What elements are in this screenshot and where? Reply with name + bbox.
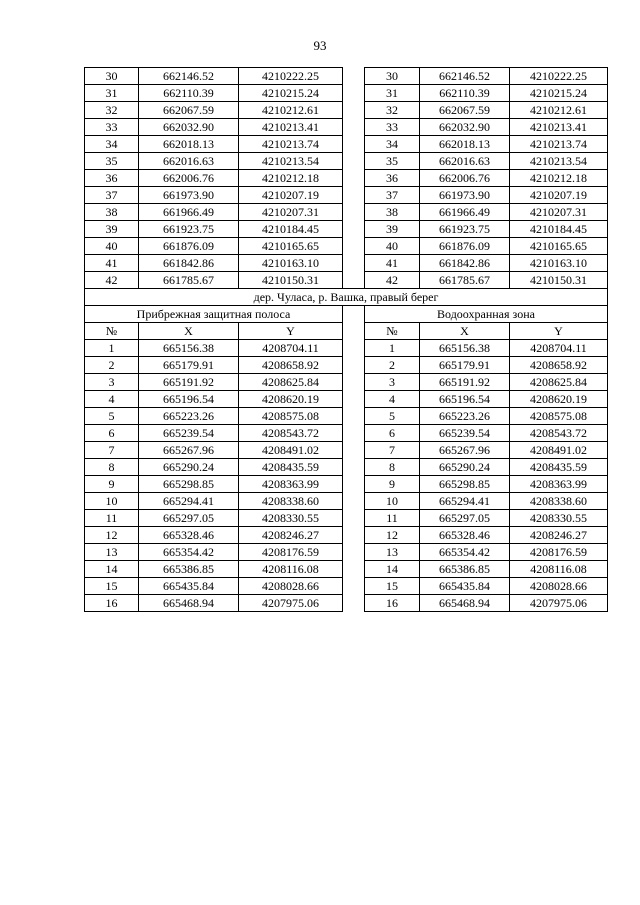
left-x-coordinate: 662146.52: [139, 68, 239, 85]
table-gap: [343, 119, 365, 136]
right-x-coordinate: 662146.52: [420, 68, 510, 85]
right-x-coordinate: 661923.75: [420, 221, 510, 238]
left-y-coordinate: 4210163.10: [239, 255, 343, 272]
right-x-coordinate: 661973.90: [420, 187, 510, 204]
right-point-number: 41: [365, 255, 420, 272]
left-point-number: 36: [85, 170, 139, 187]
right-point-number: 36: [365, 170, 420, 187]
table-row: [85, 442, 608, 459]
left-y-coordinate: 4208028.66: [239, 578, 343, 595]
table-row: [85, 85, 608, 102]
right-y-coordinate: 4210213.54: [510, 153, 608, 170]
table-row: [85, 255, 608, 272]
right-x-coordinate: 662006.76: [420, 170, 510, 187]
table-gap: [343, 527, 365, 544]
table-gap: [343, 68, 365, 85]
left-point-number: 2: [85, 357, 139, 374]
right-y-coordinate: 4210213.41: [510, 119, 608, 136]
right-y-coordinate: 4210163.10: [510, 255, 608, 272]
table-row: [85, 408, 608, 425]
right-x-coordinate: 662018.13: [420, 136, 510, 153]
left-point-number: 32: [85, 102, 139, 119]
right-point-number: 39: [365, 221, 420, 238]
table-gap: [343, 408, 365, 425]
left-point-number: 38: [85, 204, 139, 221]
right-y-coordinate: 4208176.59: [510, 544, 608, 561]
left-point-number: 1: [85, 340, 139, 357]
right-point-number: 4: [365, 391, 420, 408]
right-point-number: 3: [365, 374, 420, 391]
left-point-number: 11: [85, 510, 139, 527]
left-point-number: 4: [85, 391, 139, 408]
left-x-coordinate: 661923.75: [139, 221, 239, 238]
left-x-coordinate: 665435.84: [139, 578, 239, 595]
table-row: [85, 221, 608, 238]
coordinates-table: [84, 67, 608, 612]
left-x-coordinate: 665294.41: [139, 493, 239, 510]
left-point-number: 7: [85, 442, 139, 459]
left-y-coordinate: 4208176.59: [239, 544, 343, 561]
right-header-x: X: [420, 323, 510, 340]
right-header-number: №: [365, 323, 420, 340]
table-row: [85, 119, 608, 136]
page-number: 93: [313, 38, 327, 53]
table-row: [85, 476, 608, 493]
table-gap: [343, 425, 365, 442]
left-header-x: X: [139, 323, 239, 340]
left-y-coordinate: 4208435.59: [239, 459, 343, 476]
right-y-coordinate: 4210207.19: [510, 187, 608, 204]
table-gap: [343, 544, 365, 561]
table-gap: [343, 170, 365, 187]
left-x-coordinate: 661785.67: [139, 272, 239, 289]
right-point-number: 33: [365, 119, 420, 136]
right-point-number: 9: [365, 476, 420, 493]
table-gap: [343, 476, 365, 493]
right-x-coordinate: 665223.26: [420, 408, 510, 425]
right-x-coordinate: 665468.94: [420, 595, 510, 612]
table-row: [85, 153, 608, 170]
table-gap: [343, 102, 365, 119]
left-point-number: 35: [85, 153, 139, 170]
left-x-coordinate: 661876.09: [139, 238, 239, 255]
right-point-number: 16: [365, 595, 420, 612]
right-y-coordinate: 4208116.08: [510, 561, 608, 578]
table-row: [85, 493, 608, 510]
left-x-coordinate: 665179.91: [139, 357, 239, 374]
left-point-number: 39: [85, 221, 139, 238]
left-y-coordinate: 4210215.24: [239, 85, 343, 102]
table-row: [85, 595, 608, 612]
bottom-rows: [85, 340, 608, 612]
right-y-coordinate: 4208575.08: [510, 408, 608, 425]
right-point-number: 12: [365, 527, 420, 544]
left-x-coordinate: 662032.90: [139, 119, 239, 136]
left-x-coordinate: 665223.26: [139, 408, 239, 425]
right-y-coordinate: 4208338.60: [510, 493, 608, 510]
table-row: [85, 136, 608, 153]
left-x-coordinate: 661966.49: [139, 204, 239, 221]
right-y-coordinate: 4210215.24: [510, 85, 608, 102]
left-y-coordinate: 4210184.45: [239, 221, 343, 238]
zone-header-row: [85, 306, 608, 323]
left-x-coordinate: 665156.38: [139, 340, 239, 357]
table-row: [85, 510, 608, 527]
right-point-number: 7: [365, 442, 420, 459]
right-point-number: 14: [365, 561, 420, 578]
left-point-number: 42: [85, 272, 139, 289]
right-y-coordinate: 4210212.18: [510, 170, 608, 187]
right-point-number: 42: [365, 272, 420, 289]
right-y-coordinate: 4207975.06: [510, 595, 608, 612]
table-gap: [343, 323, 365, 340]
right-zone-title: Водоохранная зона: [365, 306, 608, 323]
left-y-coordinate: 4208330.55: [239, 510, 343, 527]
left-point-number: 31: [85, 85, 139, 102]
right-x-coordinate: 665435.84: [420, 578, 510, 595]
table-row: [85, 561, 608, 578]
left-point-number: 3: [85, 374, 139, 391]
right-y-coordinate: 4210222.25: [510, 68, 608, 85]
right-point-number: 10: [365, 493, 420, 510]
right-x-coordinate: 665179.91: [420, 357, 510, 374]
table-row: [85, 578, 608, 595]
right-point-number: 37: [365, 187, 420, 204]
table-gap: [343, 442, 365, 459]
left-x-coordinate: 665328.46: [139, 527, 239, 544]
left-y-coordinate: 4208116.08: [239, 561, 343, 578]
left-y-coordinate: 4210150.31: [239, 272, 343, 289]
left-y-coordinate: 4210222.25: [239, 68, 343, 85]
left-y-coordinate: 4210213.54: [239, 153, 343, 170]
right-x-coordinate: 665386.85: [420, 561, 510, 578]
right-x-coordinate: 661876.09: [420, 238, 510, 255]
right-point-number: 8: [365, 459, 420, 476]
column-header-row: [85, 323, 608, 340]
right-point-number: 11: [365, 510, 420, 527]
left-x-coordinate: 662018.13: [139, 136, 239, 153]
right-y-coordinate: 4210184.45: [510, 221, 608, 238]
right-x-coordinate: 665239.54: [420, 425, 510, 442]
left-point-number: 30: [85, 68, 139, 85]
left-point-number: 33: [85, 119, 139, 136]
left-x-coordinate: 662006.76: [139, 170, 239, 187]
left-y-coordinate: 4208704.11: [239, 340, 343, 357]
right-x-coordinate: 665156.38: [420, 340, 510, 357]
table-row: [85, 425, 608, 442]
left-y-coordinate: 4210207.31: [239, 204, 343, 221]
right-point-number: 2: [365, 357, 420, 374]
table-gap: [343, 153, 365, 170]
table-gap: [343, 136, 365, 153]
table-gap: [343, 187, 365, 204]
top-rows: [85, 68, 608, 289]
left-x-coordinate: 665290.24: [139, 459, 239, 476]
left-point-number: 37: [85, 187, 139, 204]
left-y-coordinate: 4208658.92: [239, 357, 343, 374]
right-y-coordinate: 4208658.92: [510, 357, 608, 374]
right-point-number: 5: [365, 408, 420, 425]
right-x-coordinate: 665328.46: [420, 527, 510, 544]
table-gap: [343, 391, 365, 408]
left-x-coordinate: 665239.54: [139, 425, 239, 442]
left-y-coordinate: 4208625.84: [239, 374, 343, 391]
right-x-coordinate: 662016.63: [420, 153, 510, 170]
table-row: [85, 340, 608, 357]
right-point-number: 1: [365, 340, 420, 357]
right-y-coordinate: 4208435.59: [510, 459, 608, 476]
right-y-coordinate: 4208330.55: [510, 510, 608, 527]
section-header: [85, 289, 608, 340]
right-y-coordinate: 4210207.31: [510, 204, 608, 221]
left-x-coordinate: 665267.96: [139, 442, 239, 459]
table-gap: [343, 255, 365, 272]
right-x-coordinate: 665354.42: [420, 544, 510, 561]
table-row: [85, 374, 608, 391]
table-row: [85, 459, 608, 476]
right-x-coordinate: 662032.90: [420, 119, 510, 136]
table-gap: [343, 374, 365, 391]
left-point-number: 40: [85, 238, 139, 255]
table-row: [85, 238, 608, 255]
table-row: [85, 544, 608, 561]
left-point-number: 41: [85, 255, 139, 272]
left-x-coordinate: 662067.59: [139, 102, 239, 119]
right-x-coordinate: 665196.54: [420, 391, 510, 408]
table-row: [85, 527, 608, 544]
section-title: дер. Чуласа, р. Вашка, правый берег: [85, 289, 608, 306]
table-row: [85, 102, 608, 119]
table-gap: [343, 204, 365, 221]
section-title-row: [85, 289, 608, 306]
table-gap: [343, 595, 365, 612]
left-x-coordinate: 665468.94: [139, 595, 239, 612]
left-x-coordinate: 662110.39: [139, 85, 239, 102]
table-row: [85, 187, 608, 204]
left-y-coordinate: 4210212.61: [239, 102, 343, 119]
left-y-coordinate: 4207975.06: [239, 595, 343, 612]
right-y-coordinate: 4208491.02: [510, 442, 608, 459]
right-y-coordinate: 4210213.74: [510, 136, 608, 153]
left-point-number: 13: [85, 544, 139, 561]
table-row: [85, 68, 608, 85]
left-x-coordinate: 665354.42: [139, 544, 239, 561]
table-gap: [343, 221, 365, 238]
left-point-number: 16: [85, 595, 139, 612]
left-y-coordinate: 4208620.19: [239, 391, 343, 408]
left-point-number: 9: [85, 476, 139, 493]
table-row: [85, 204, 608, 221]
left-zone-title: Прибрежная защитная полоса: [85, 306, 343, 323]
left-y-coordinate: 4208246.27: [239, 527, 343, 544]
right-y-coordinate: 4208625.84: [510, 374, 608, 391]
right-x-coordinate: 662110.39: [420, 85, 510, 102]
left-y-coordinate: 4208575.08: [239, 408, 343, 425]
left-y-coordinate: 4210207.19: [239, 187, 343, 204]
left-point-number: 15: [85, 578, 139, 595]
right-x-coordinate: 665191.92: [420, 374, 510, 391]
left-y-coordinate: 4208543.72: [239, 425, 343, 442]
left-x-coordinate: 665191.92: [139, 374, 239, 391]
left-y-coordinate: 4208363.99: [239, 476, 343, 493]
left-y-coordinate: 4208338.60: [239, 493, 343, 510]
left-header-y: Y: [239, 323, 343, 340]
right-x-coordinate: 665298.85: [420, 476, 510, 493]
right-point-number: 35: [365, 153, 420, 170]
right-x-coordinate: 665267.96: [420, 442, 510, 459]
right-y-coordinate: 4208620.19: [510, 391, 608, 408]
right-header-y: Y: [510, 323, 608, 340]
table-gap: [343, 238, 365, 255]
right-y-coordinate: 4208028.66: [510, 578, 608, 595]
right-point-number: 30: [365, 68, 420, 85]
table-gap: [343, 459, 365, 476]
table-gap: [343, 493, 365, 510]
right-y-coordinate: 4208363.99: [510, 476, 608, 493]
table-gap: [343, 578, 365, 595]
table-gap: [343, 340, 365, 357]
right-point-number: 40: [365, 238, 420, 255]
table-gap: [343, 306, 365, 323]
right-point-number: 34: [365, 136, 420, 153]
table-gap: [343, 510, 365, 527]
left-x-coordinate: 665297.05: [139, 510, 239, 527]
right-point-number: 6: [365, 425, 420, 442]
table-row: [85, 170, 608, 187]
left-x-coordinate: 665196.54: [139, 391, 239, 408]
right-y-coordinate: 4210212.61: [510, 102, 608, 119]
right-x-coordinate: 665294.41: [420, 493, 510, 510]
table-gap: [343, 357, 365, 374]
left-point-number: 6: [85, 425, 139, 442]
table-gap: [343, 85, 365, 102]
left-point-number: 5: [85, 408, 139, 425]
right-point-number: 15: [365, 578, 420, 595]
right-y-coordinate: 4210165.65: [510, 238, 608, 255]
right-x-coordinate: 661785.67: [420, 272, 510, 289]
right-x-coordinate: 661966.49: [420, 204, 510, 221]
left-x-coordinate: 661842.86: [139, 255, 239, 272]
left-y-coordinate: 4210212.18: [239, 170, 343, 187]
left-point-number: 34: [85, 136, 139, 153]
table-row: [85, 272, 608, 289]
left-x-coordinate: 665298.85: [139, 476, 239, 493]
left-point-number: 8: [85, 459, 139, 476]
right-x-coordinate: 665297.05: [420, 510, 510, 527]
left-y-coordinate: 4208491.02: [239, 442, 343, 459]
right-y-coordinate: 4208704.11: [510, 340, 608, 357]
left-header-number: №: [85, 323, 139, 340]
left-point-number: 12: [85, 527, 139, 544]
left-point-number: 10: [85, 493, 139, 510]
right-y-coordinate: 4208543.72: [510, 425, 608, 442]
left-y-coordinate: 4210213.41: [239, 119, 343, 136]
right-point-number: 31: [365, 85, 420, 102]
left-x-coordinate: 665386.85: [139, 561, 239, 578]
left-x-coordinate: 661973.90: [139, 187, 239, 204]
right-y-coordinate: 4208246.27: [510, 527, 608, 544]
right-point-number: 38: [365, 204, 420, 221]
left-y-coordinate: 4210165.65: [239, 238, 343, 255]
right-x-coordinate: 661842.86: [420, 255, 510, 272]
table-row: [85, 391, 608, 408]
right-point-number: 32: [365, 102, 420, 119]
right-x-coordinate: 662067.59: [420, 102, 510, 119]
left-y-coordinate: 4210213.74: [239, 136, 343, 153]
left-x-coordinate: 662016.63: [139, 153, 239, 170]
right-point-number: 13: [365, 544, 420, 561]
left-point-number: 14: [85, 561, 139, 578]
table-gap: [343, 272, 365, 289]
table-gap: [343, 561, 365, 578]
right-y-coordinate: 4210150.31: [510, 272, 608, 289]
right-x-coordinate: 665290.24: [420, 459, 510, 476]
table-row: [85, 357, 608, 374]
